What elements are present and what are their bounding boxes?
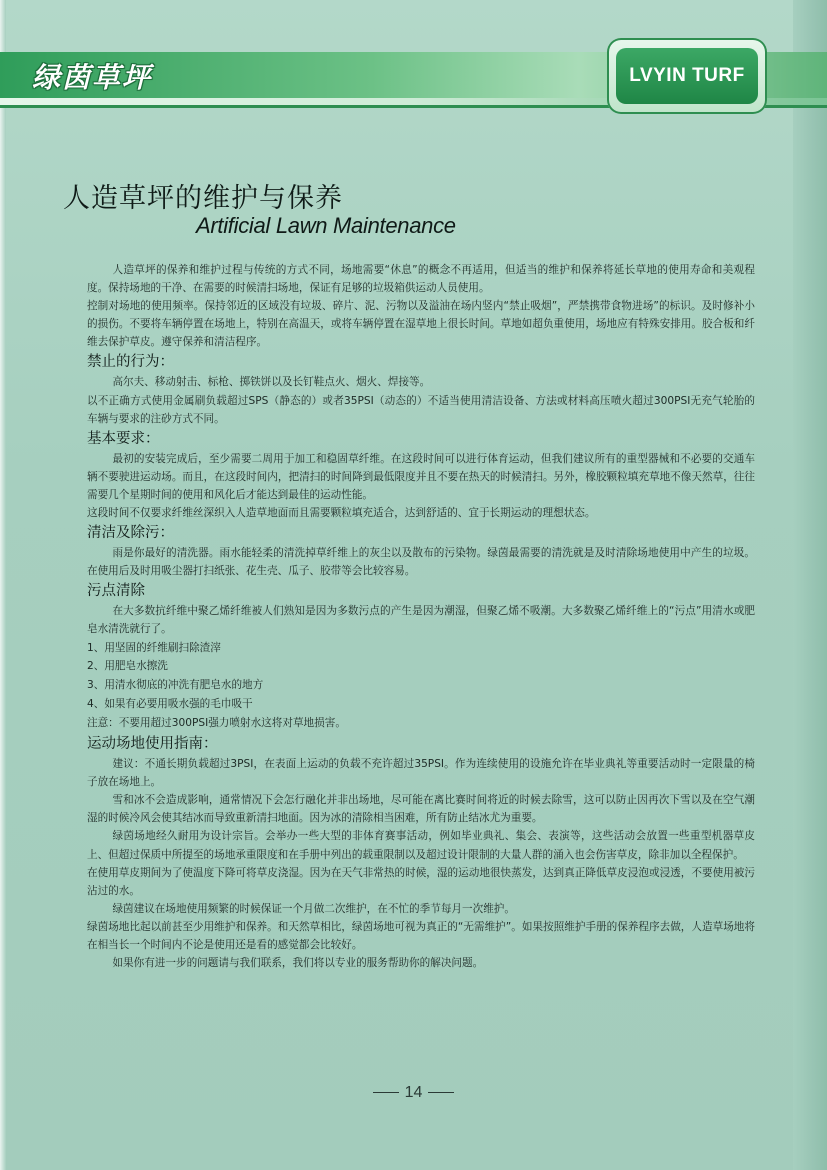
forbidden-paragraph: 高尔夫、移动射击、标枪、掷铁饼以及长钉鞋点火、烟火、焊接等。: [112, 376, 431, 389]
usage-paragraph: 如果你有进一步的问题请与我们联系，我们将以专业的服务帮助你的解决问题。: [112, 957, 484, 970]
list-item: 3、用清水彻底的冲洗有肥皂水的地方: [87, 679, 264, 692]
brand-title-en: LVYIN TURF: [629, 65, 745, 86]
page-edge-left: [0, 0, 6, 1170]
basic-paragraph: 这段时间不仅要求纤维丝深织入人造草地面而且需要颗粒填充适合，达到舒适的、宜于长期运动的理想状态。: [87, 507, 596, 520]
forbidden-paragraph: 以不正确方式使用金属刷负载超过SPS（静态的）或者35PSI（动态的）不适当使用清洁设备、方法或材料高压喷火超过300PSI无充气轮胎的车辆与要求的注砂方式不同。: [87, 394, 755, 425]
brand-badge: [616, 48, 758, 104]
page-subtitle: Artificial Lawn Maintenance: [196, 213, 456, 238]
usage-paragraph: 雪和冰不会造成影响，通常情况下会怎行融化并非出场地，尽可能在离比赛时间将近的时候去除雪，这可以防止因再次下雪以及在空气潮湿的时候冷风会使其结冰而导致重新清扫地面。因为冰的清除相当困难，所有防止结冰尤为重要。: [87, 794, 755, 825]
usage-paragraph: 绿茵场地比起以前甚至少用维护和保养。和天然草相比，绿茵场地可视为真正的“无需维护”。如果按照维护手册的保养程序去做，人造草场地将在相当长一个时间内不论是使用还是看的感觉都会比较好。: [87, 920, 755, 951]
section-heading-forbidden: 禁止的行为：: [87, 354, 174, 371]
list-item: 1、用坚固的纤维刷扫除渣滓: [87, 641, 221, 654]
page-number: [0, 1084, 827, 1102]
page-number-text: 14: [404, 1084, 423, 1101]
page-number-dash-left: [373, 1092, 399, 1093]
basic-paragraph: 最初的安装完成后，至少需要二周用于加工和稳固草纤维。在这段时间可以进行体育运动，但我们建议所有的重型器械和不必要的交通车辆不要驶进运动场。而且，在这段时间内，把清扫的时间降到最低限度并且不要在热天的时候清扫。另外，橡胶颗粒填充草地不像天然草，往往需要几个星期时间的使用和风化后才能达到最佳的运动性能。: [87, 452, 755, 501]
stains-note: 注意：不要用超过300PSI强力喷射水这将对草地损害。: [87, 717, 346, 730]
list-item: 2、用肥皂水擦洗: [87, 660, 168, 673]
usage-paragraph: 绿茵场地经久耐用为设计宗旨。会举办一些大型的非体育赛事活动，例如毕业典礼、集会、表演等，这些活动会放置一些重型机器草皮上、但超过保质中所提至的场地承重限度和在手册中列出的载重限制以及超过设计限制的大量人群的涌入也会伤害草皮，除非加以全程保护。: [87, 830, 755, 861]
page-edge-right: [793, 0, 827, 1170]
page-title: 人造草坪的维护与保养: [63, 183, 343, 214]
cleaning-paragraph: 雨是你最好的清洗器。雨水能轻柔的清洗掉草纤维上的灰尘以及散布的污染物。绿茵最需要的清洗就是及时清除场地使用中产生的垃圾。在使用后及时用吸尘器打扫纸张、花生壳、瓜子、胶带等会比较容易。: [87, 547, 755, 578]
usage-paragraph: 绿茵建议在场地使用频繁的时候保证一个月做二次维护，在不忙的季节每月一次维护。: [112, 902, 515, 915]
intro-paragraph: 人造草坪的保养和维护过程与传统的方式不同，场地需要“休息”的概念不再适用，但适当的维护和保养将延长草地的使用寿命和美观程度。保持场地的干净、在需要的时候清扫场地，保证有足够的垃圾箱供运动人员使用。: [87, 264, 755, 295]
intro-paragraph: 控制对场地的使用频率。保持邻近的区域没有垃圾、碎片、泥、污物以及溢油在场内竖内“禁止吸烟”，严禁携带食物进场”的标识。及时修补小的损伤。不要将车辆停置在场地上，特别在高温天，或将车辆停置在湿草地上很长时间。草地如超负重使用，场地应有特殊安排用。胶合板和纤维去保护草皮。遵守保养和清洁程序。: [87, 300, 755, 349]
brand-title-cn: 绿茵草坪: [32, 61, 153, 94]
section-heading-usage: 运动场地使用指南：: [87, 736, 218, 753]
page-number-dash-right: [428, 1092, 454, 1093]
section-heading-basic: 基本要求：: [87, 430, 160, 447]
stains-paragraph: 在大多数抗纤维中聚乙烯纤维被人们熟知是因为多数污点的产生是因为潮湿，但聚乙烯不吸潮。大多数聚乙烯纤维上的“污点”用清水或肥皂水清洗就行了。: [87, 605, 755, 636]
section-heading-cleaning: 清洁及除污：: [87, 525, 174, 542]
usage-paragraph: 在使用草皮期间为了使温度下降可将草皮浇湿。因为在天气非常热的时候，湿的运动地很快蒸发，达到真正降低草皮浸泡或浸透，不要使用被污沾过的水。: [87, 866, 755, 897]
list-item: 4、如果有必要用吸水强的毛巾吸干: [87, 698, 253, 711]
article-body: [87, 261, 755, 972]
usage-paragraph: 建议：不通长期负载超过3PSI，在表面上运动的负载不充许超过35PSI。作为连续使用的设施允许在毕业典礼等重要活动时一定限量的椅子放在场地上。: [87, 758, 755, 789]
section-heading-stains: 污点清除: [87, 583, 145, 600]
